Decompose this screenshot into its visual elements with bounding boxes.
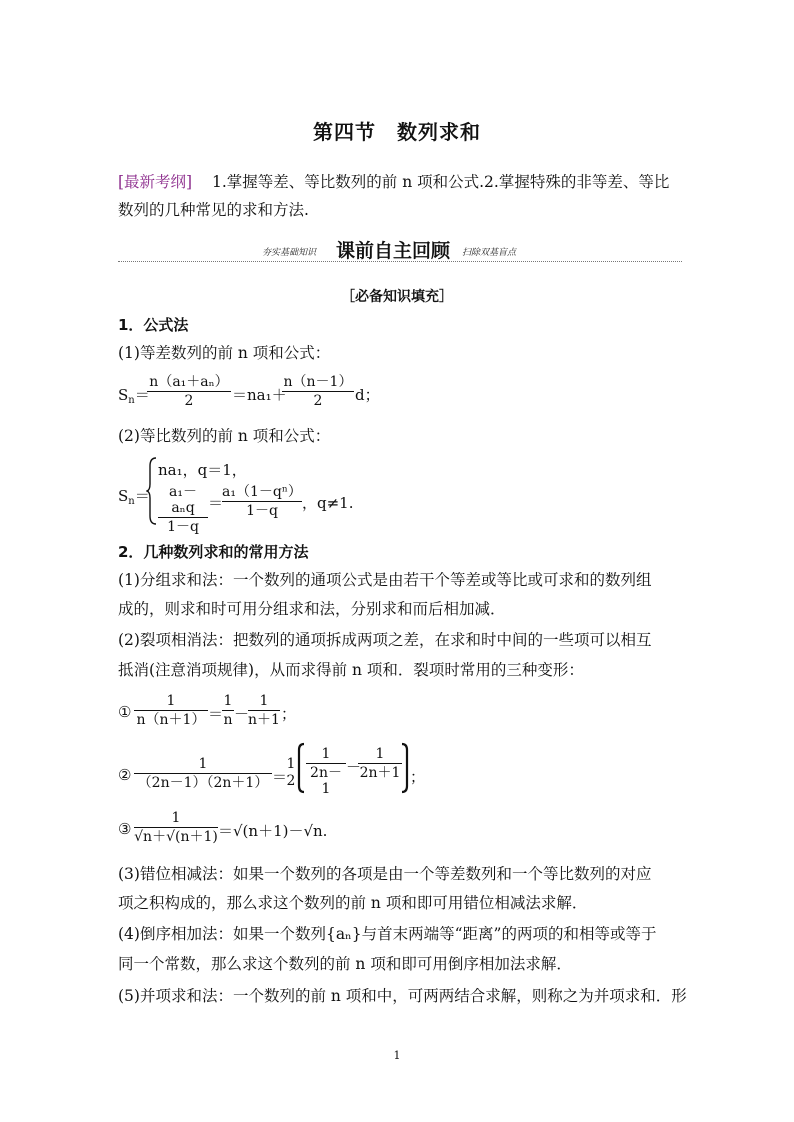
fraction-numerator: a₁－aₙq (169, 484, 197, 516)
kaogang-label: [最新考纲] (118, 173, 193, 191)
formula-text: ，q≠1. (302, 494, 354, 512)
circle-one: ① (118, 703, 132, 721)
fraction-numerator: 1 (198, 756, 208, 772)
formula-text: d； (355, 386, 380, 404)
section-label: ［必备知识填充］ (341, 289, 453, 305)
fraction (282, 374, 354, 409)
page-number: 1 (393, 1049, 401, 1062)
formula-text: ； (281, 705, 297, 723)
fraction-numerator: n（n－1） (283, 374, 353, 390)
fraction-numerator: n（a₁＋aₙ） (149, 374, 229, 390)
sec2-p1a: (1)分组求和法：一个数列的通项公式是由若干个等差或等比或可求和的数列组 (118, 571, 652, 589)
sec1-p2: (2)等比数列的前 n 项和公式： (118, 427, 331, 445)
sn-symbol-2: $S_n=$ (118, 487, 150, 507)
fraction-numerator: 1 (166, 693, 176, 709)
band-title: 课前自主回顾 (336, 240, 451, 262)
fraction-numerator: 1 (259, 693, 269, 709)
formula-text: ＝ (272, 768, 288, 786)
case-one: na₁，q＝1， (158, 461, 247, 479)
formula-text: － (234, 705, 250, 723)
fraction-numerator: 1 (375, 746, 385, 762)
formula-text: ＝na₁＋ (232, 386, 287, 404)
section-band (118, 236, 682, 262)
fraction-denominator: √n＋√(n＋1) (134, 829, 218, 845)
sec2-p1b: 成的，则求和时可用分组求和法，分别求和而后相加减． (118, 600, 506, 618)
sec1-heading: 1．公式法 (118, 316, 189, 334)
fraction (158, 484, 208, 535)
fraction-numerator: 1 (171, 810, 181, 826)
sn-symbol-1: $S_n=$ (118, 386, 150, 406)
sec2-p2a: (2)裂项相消法：把数列的通项拆成两项之差，在求和时中间的一些项可以相互 (118, 631, 652, 649)
fraction-denominator: n＋1 (248, 712, 280, 728)
fraction (358, 746, 402, 781)
fraction (134, 756, 272, 791)
fraction-denominator: n (223, 712, 233, 728)
fraction-denominator: 2 (184, 393, 194, 409)
formula-text: ＝ (208, 705, 224, 723)
circle-three: ③ (118, 820, 132, 838)
fraction-denominator: 1－q (167, 519, 199, 535)
kaogang-line2: 数列的几种常见的求和方法. (118, 201, 309, 219)
sec2-p4b: 同一个常数，那么求这个数列的前 n 项和即可用倒序相加法求解． (118, 955, 572, 973)
fraction-numerator: 1 (286, 756, 296, 772)
fraction (222, 693, 234, 728)
sec2-p5a: (5)并项求和法：一个数列的前 n 项和中，可两两结合求解，则称之为并项求和．形 (118, 987, 687, 1005)
fraction-numerator: 1 (321, 746, 331, 762)
fraction (248, 693, 280, 728)
brace-icon (146, 456, 158, 526)
formula-text: ＝ (208, 494, 224, 512)
fraction (147, 374, 231, 409)
fraction (134, 810, 218, 845)
dotted-divider (118, 261, 682, 262)
band-right-text: 扫除双基盲点 (462, 248, 517, 258)
sec2-p3a: (3)错位相减法：如果一个数列的各项是由一个等差数列和一个等比数列的对应 (118, 865, 652, 883)
sec2-p4a: (4)倒序相加法：如果一个数列{aₙ}与首末两端等“距离”的两项的和相等或等于 (118, 925, 657, 943)
fraction (222, 484, 302, 519)
fraction (286, 756, 296, 789)
sec2-heading: 2．几种数列求和的常用方法 (118, 543, 309, 561)
fraction-denominator: n（n＋1） (136, 712, 206, 728)
formula-text: ； (410, 768, 426, 786)
fraction-denominator: （2n－1）（2n＋1） (137, 775, 269, 791)
page-title: 第四节 数列求和 (313, 120, 481, 144)
fraction (306, 746, 346, 797)
fraction-numerator: 1 (223, 693, 233, 709)
formula-text: ＝√(n＋1)－√n. (218, 822, 328, 840)
fraction-denominator: 2n＋1 (359, 765, 401, 781)
fraction (134, 693, 208, 728)
band-left-text: 夯实基础知识 (262, 248, 317, 258)
fraction-denominator: 2 (313, 393, 323, 409)
circle-two: ② (118, 766, 132, 784)
left-bracket-icon (296, 742, 306, 794)
right-bracket-icon (400, 742, 410, 794)
fraction-denominator: 1－q (246, 503, 278, 519)
sec2-p3b: 项之积构成的，那么求这个数列的前 n 项和即可用错位相减法求解． (118, 894, 588, 912)
fraction-denominator: 2 (286, 773, 296, 789)
sec1-p1: (1)等差数列的前 n 项和公式： (118, 344, 331, 362)
fraction-denominator: 2n－1 (310, 765, 342, 797)
fraction-numerator: a₁（1－qⁿ） (222, 484, 302, 500)
sec2-p2b: 抵消(注意消项规律)，从而求得前 n 项和．裂项时常用的三种变形： (118, 661, 584, 679)
formula-text: － (346, 758, 362, 776)
kaogang-line1: 1.掌握等差、等比数列的前 n 项和公式.2.掌握特殊的非等差、等比 (212, 173, 670, 191)
